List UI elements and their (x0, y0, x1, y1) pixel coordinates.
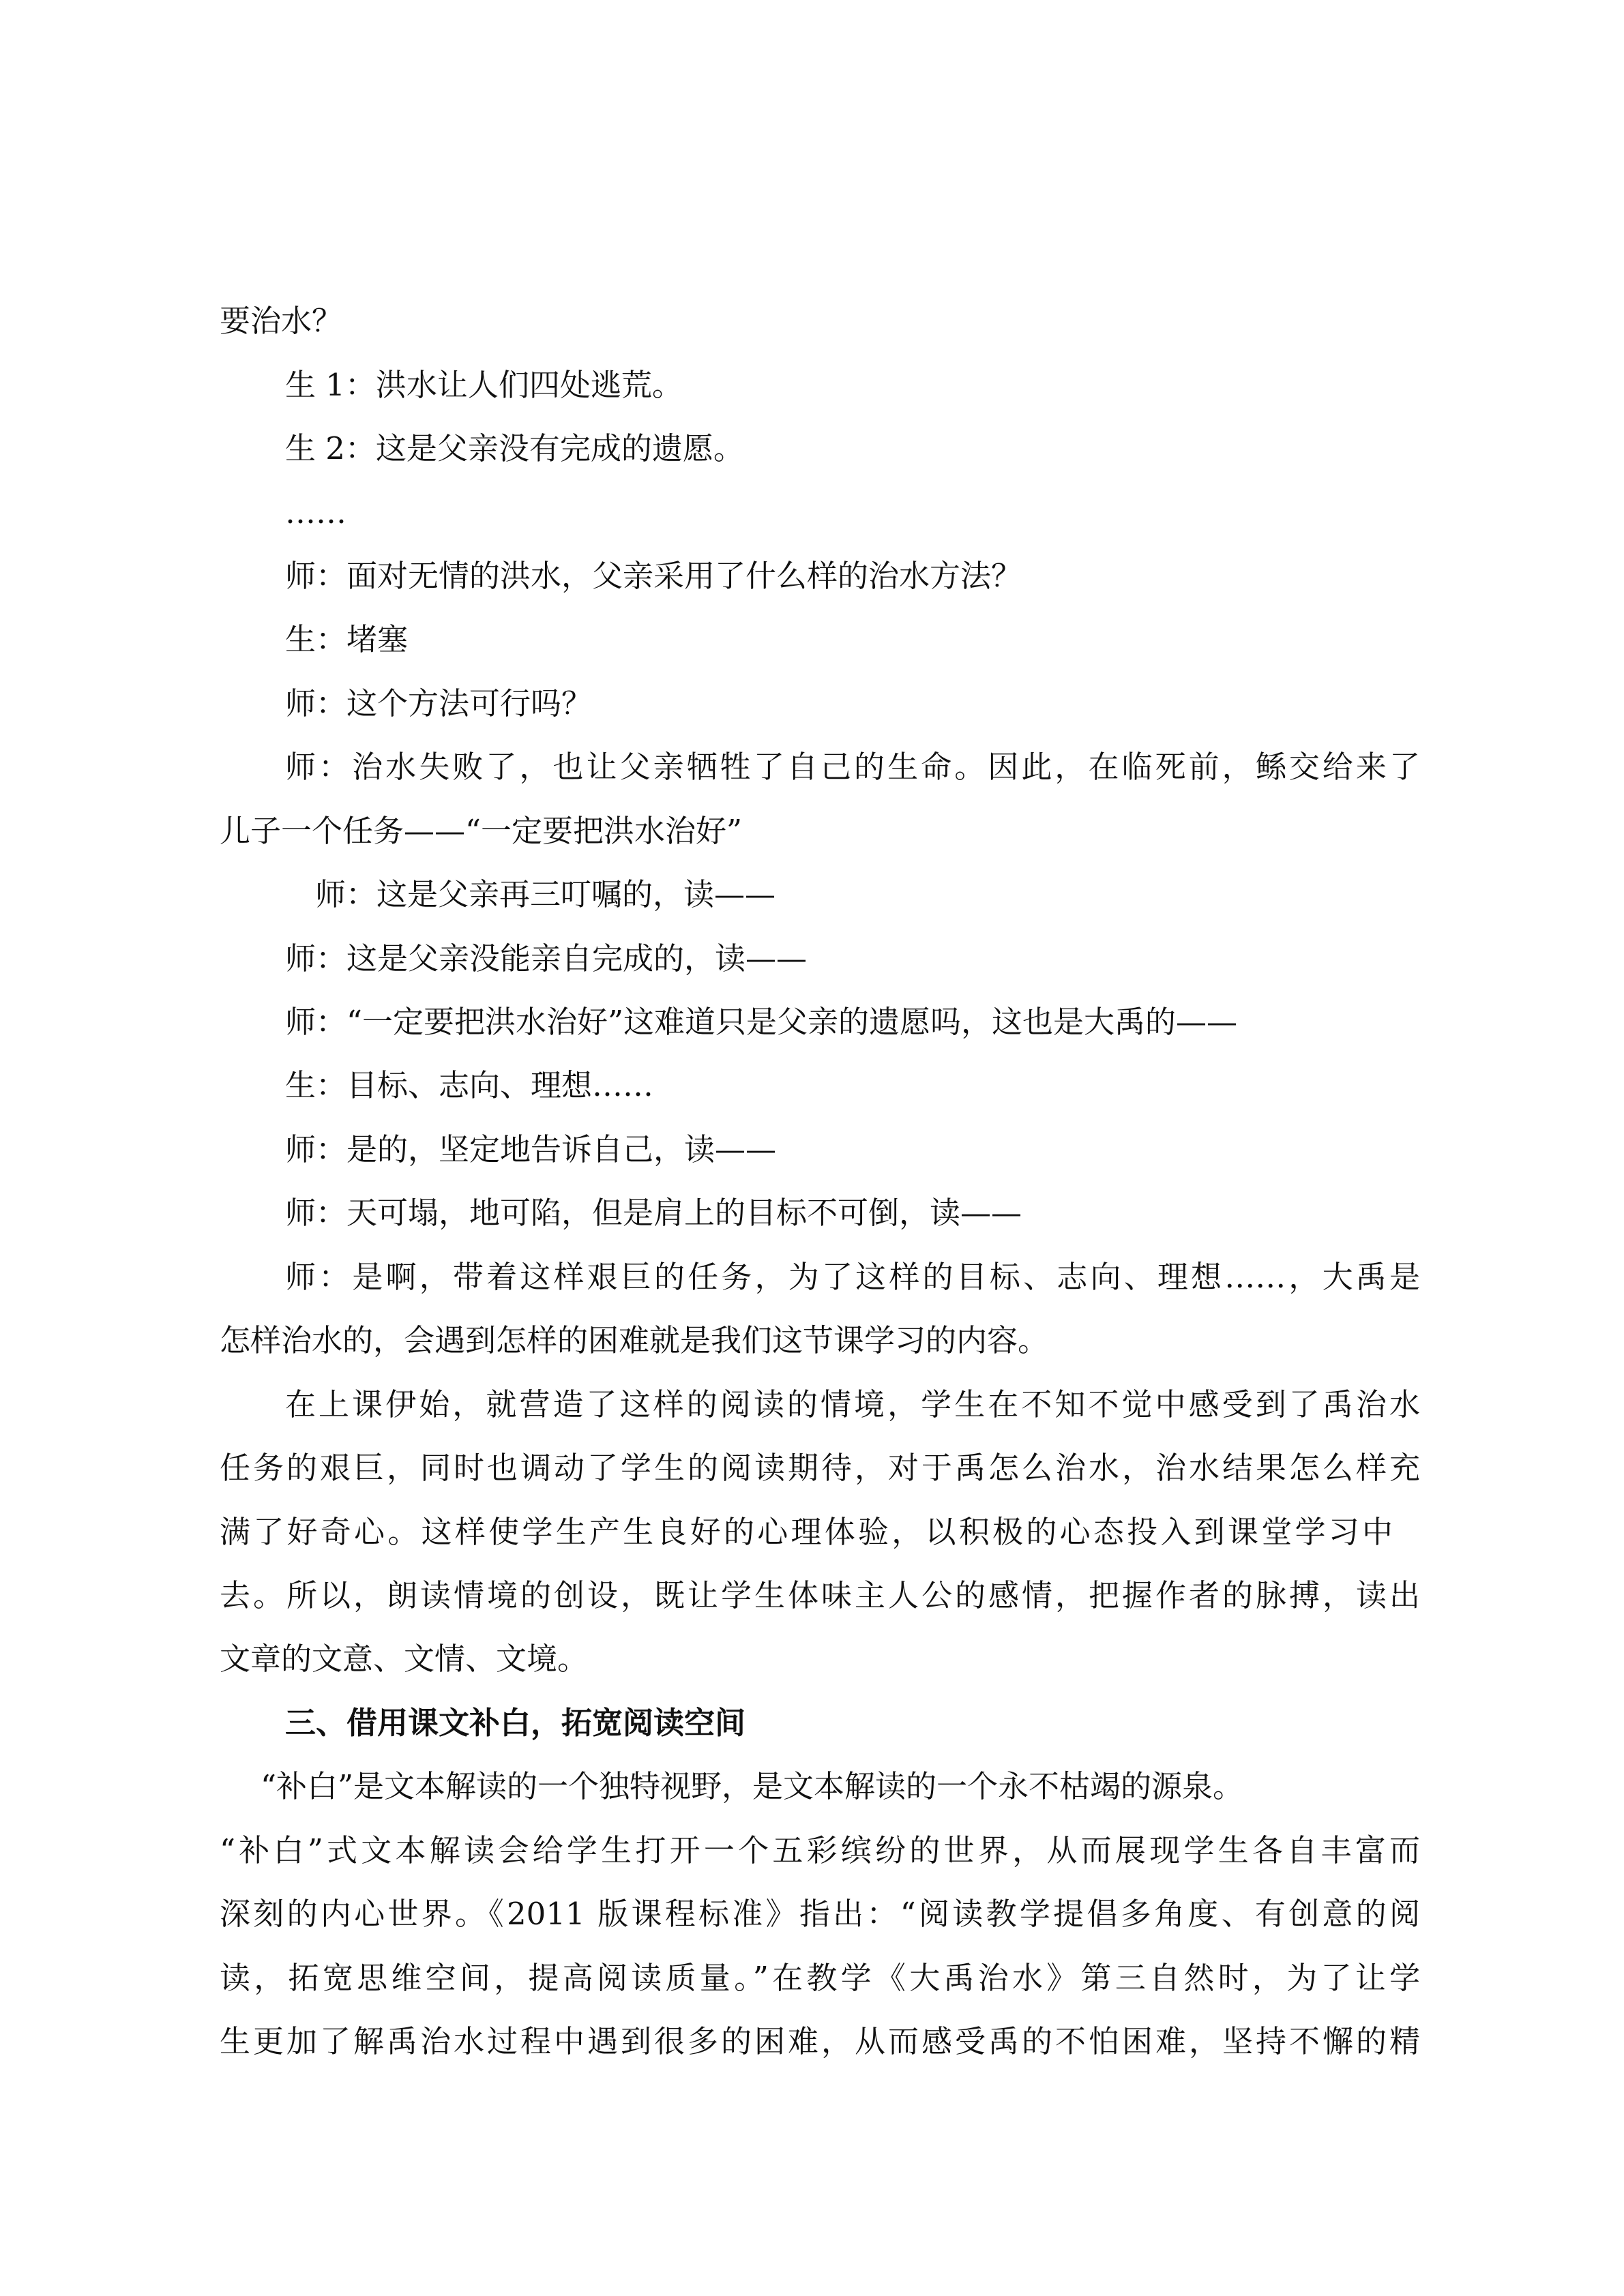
text-line: 任务的艰巨，同时也调动了学生的阅读期待，对于禹怎么治水，治水结果怎么样充 (220, 1450, 1420, 1486)
text-line: 怎样治水的，会遇到怎样的困难就是我们这节课学习的内容。 (220, 1322, 1049, 1358)
text-line: 在上课伊始，就营造了这样的阅读的情境，学生在不知不觉中感受到了禹治水 (285, 1386, 1420, 1422)
text-line: 师：这是父亲再三叮嘱的，读—— (315, 876, 776, 912)
text-line: 师：天可塌，地可陷，但是肩上的目标不可倒，读—— (285, 1195, 1022, 1231)
text-line: 生更加了解禹治水过程中遇到很多的困难，从而感受禹的不怕困难，坚持不懈的精 (220, 2023, 1420, 2059)
text-line: 生：目标、志向、理想…… (285, 1067, 654, 1103)
text-line: 师：是的，坚定地告诉自己，读—— (285, 1131, 777, 1167)
text-line: 生 1：洪水让人们四处逃荒。 (285, 367, 683, 403)
text-line: “补白”式文本解读会给学生打开一个五彩缤纷的世界，从而展现学生各自丰富而 (220, 1832, 1420, 1868)
text-line: 师：这是父亲没能亲自完成的，读—— (285, 940, 808, 976)
text-line: 儿子一个任务——“一定要把洪水治好” (220, 813, 743, 849)
text-line: 师：是啊，带着这样艰巨的任务，为了这样的目标、志向、理想……，大禹是 (285, 1259, 1420, 1295)
text-line: 去。所以，朗读情境的创设，既让学生体味主人公的感情，把握作者的脉搏，读出 (220, 1577, 1420, 1613)
text-line: 师：这个方法可行吗？ (285, 685, 593, 721)
text-line: 满了好奇心。这样使学生产生良好的心理体验，以积极的心态投入到课堂学习中 (220, 1514, 1393, 1550)
text-line: 师：治水失败了，也让父亲牺牲了自己的生命。因此，在临死前，鲧交给来了 (285, 749, 1420, 785)
text-line: 文章的文意、文情、文境。 (220, 1641, 589, 1677)
text-line: 师：面对无情的洪水，父亲采用了什么样的治水方法？ (285, 558, 1022, 594)
text-line: “补白”是文本解读的一个独特视野，是文本解读的一个永不枯竭的源泉。 (261, 1768, 1244, 1804)
text-line: 深刻的内心世界。《2011 版课程标准》指出：“阅读教学提倡多角度、有创意的阅 (220, 1896, 1420, 1932)
text-line: 生 2：这是父亲没有完成的遗愿。 (285, 430, 744, 466)
text-line: 师：“一定要把洪水治好”这难道只是父亲的遗愿吗，这也是大禹的—— (285, 1004, 1238, 1040)
section-heading: 三、借用课文补白，拓宽阅读空间 (285, 1705, 746, 1741)
text-line: 读，拓宽思维空间，提高阅读质量。”在教学《大禹治水》第三自然时，为了让学 (220, 1960, 1420, 1996)
text-line: …… (285, 494, 346, 531)
text-line: 生：堵塞 (285, 621, 409, 657)
text-line: 要治水？ (220, 303, 343, 339)
